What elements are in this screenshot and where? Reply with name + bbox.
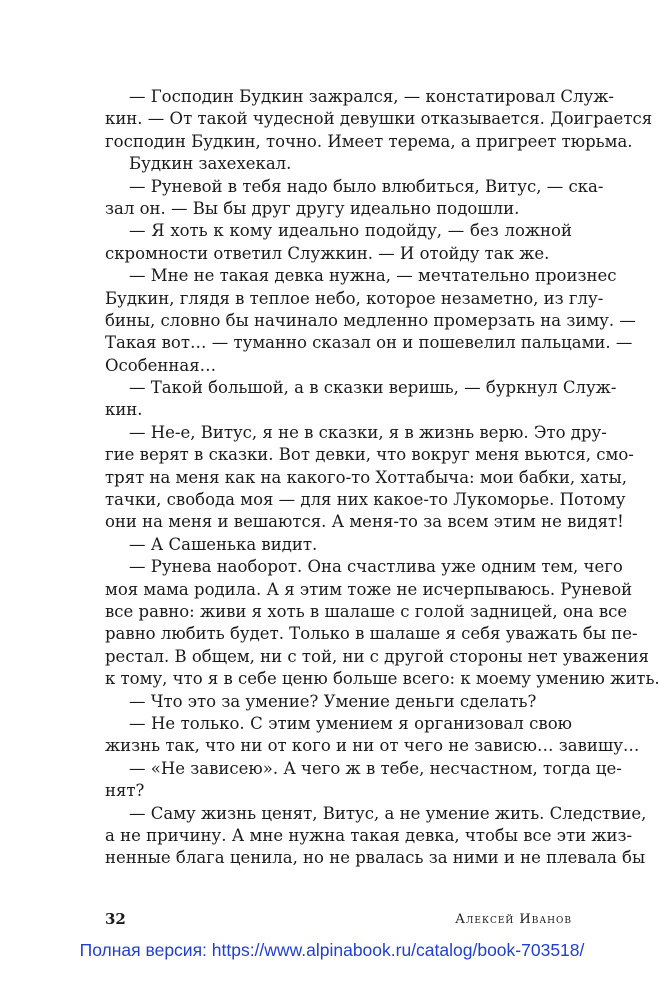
text-line: — Мне не такая девка нужна, — мечтательно произнес	[129, 266, 617, 286]
text-line: — Я хоть к кому идеально подойду, — без ложной	[129, 221, 572, 241]
text-line: все равно: живи я хоть в шалаше с голой задницей, она все	[105, 601, 628, 621]
text-line: бины, словно бы начинало медленно промерзать на зиму. —	[105, 310, 636, 330]
text-line: моя мама родила. А я этим тоже не исчерпываюсь. Руневой	[105, 579, 633, 599]
text-line: тачки, свобода моя — для них какое-то Лукоморье. Потому	[105, 490, 626, 510]
text-line: скромности ответил Служкин. — И отойду так же.	[105, 243, 550, 263]
text-line: к тому, что я в себе ценю больше всего: к моему умению жить.	[105, 669, 660, 689]
text-line: кин. — От такой чудесной девушки отказывается. Доиграется	[105, 109, 653, 129]
text-line: рестал. В общем, ни с той, ни с другой стороны нет уважения	[105, 646, 649, 666]
text-line: — Не-е, Витус, я не в сказки, я в жизнь верю. Это дру-	[129, 422, 607, 442]
text-line: трят на меня как на какого-то Хоттабыча: мои бабки, хаты,	[105, 467, 627, 487]
text-line: ненные блага ценила, но не рвалась за ними и не плевала бы	[105, 848, 646, 868]
text-line: кин.	[105, 400, 143, 420]
text-line: — Такой большой, а в сказки веришь, — буркнул Служ-	[129, 378, 617, 398]
text-line: — А Сашенька видит.	[129, 534, 318, 554]
full-version-banner	[0, 940, 664, 961]
text-line: жизнь так, что ни от кого и ни от чего не зависю… завишу…	[105, 736, 640, 756]
running-head-author: Алексей Иванов	[455, 911, 572, 927]
text-line: господин Будкин, точно. Имеет терема, а пригреет тюрьма.	[105, 131, 633, 151]
text-line: Будкин захехекал.	[129, 154, 292, 174]
text-line: Будкин, глядя в теплое небо, которое незаметно, из глу-	[105, 288, 604, 308]
text-line: они на меня и вешаются. А меня-то за всем этим не видят!	[105, 512, 624, 532]
text-line: нят?	[105, 781, 145, 801]
text-line: а не причину. А мне нужна такая девка, чтобы все эти жиз-	[105, 825, 633, 845]
text-line: — Не только. С этим умением я организовал свою	[129, 713, 572, 733]
text-line: зал он. — Вы бы друг другу идеально подошли.	[105, 198, 520, 218]
page-number: 32	[105, 910, 126, 928]
text-line: — «Не зависею». А чего ж в тебе, несчастном, тогда це-	[129, 758, 622, 778]
text-line: — Руневой в тебя надо было влюбиться, Витус, — ска-	[129, 176, 604, 196]
text-line: равно любить будет. Только в шалаше я себя уважать бы пе-	[105, 624, 638, 644]
full-version-link[interactable]: Полная версия: https://www.alpinabook.ru/catalog/book-703518/	[79, 940, 585, 960]
text-line: Особенная…	[105, 355, 217, 375]
text-line: гие верят в сказки. Вот девки, что вокруг меня вьются, смо-	[105, 445, 634, 465]
page-body	[105, 86, 660, 870]
text-line: — Что это за умение? Умение деньги сделать?	[129, 691, 537, 711]
text-line: — Рунева наоборот. Она счастлива уже одним тем, чего	[129, 557, 623, 577]
text-line: Такая вот… — туманно сказал он и пошевелил пальцами. —	[105, 333, 633, 353]
text-line: — Господин Будкин зажрался, — констатировал Служ-	[129, 87, 614, 106]
text-line: — Саму жизнь ценят, Витус, а не умение жить. Следствие,	[129, 803, 647, 823]
page-footer	[105, 909, 572, 929]
